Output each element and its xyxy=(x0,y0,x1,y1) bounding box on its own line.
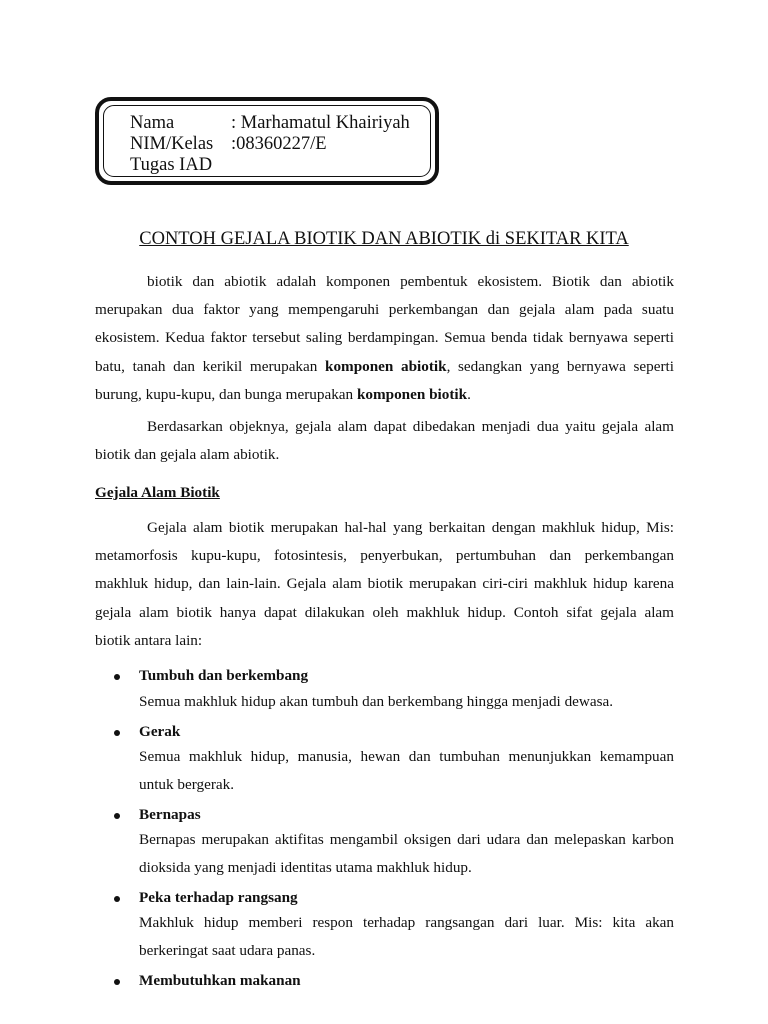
bullet-dot xyxy=(114,730,120,736)
intro-line-5-end: . xyxy=(467,385,471,403)
bullet-description xyxy=(139,826,674,882)
biotik-line-1: Gejala alam biotik merupakan hal-hal yang berkaitan dengan makhluk hidup, Mis: xyxy=(147,519,674,536)
bullet-description xyxy=(139,688,674,716)
intro-paragraph xyxy=(95,268,674,409)
bullet-description-line: Bernapas merupakan aktifitas mengambil oksigen dari udara dan melepaskan karbon xyxy=(139,831,674,848)
bullet-dot xyxy=(114,813,120,819)
bullet-title: Bernapas xyxy=(139,806,201,823)
biotik-line-5: biotik antara lain: xyxy=(95,631,203,649)
identity-name-row xyxy=(130,113,410,134)
bullet-description-line: Semua makhluk hidup, manusia, hewan dan tumbuhan menunjukkan kemampuan xyxy=(139,748,674,765)
identity-task-row xyxy=(130,155,212,176)
section-heading-biotik: Gejala Alam Biotik xyxy=(95,484,220,501)
bullet-description xyxy=(139,909,674,965)
bullet-title: Peka terhadap rangsang xyxy=(139,889,298,906)
object-paragraph xyxy=(95,413,674,469)
intro-line-5 xyxy=(95,381,674,409)
komponen-biotik-term: komponen biotik xyxy=(356,385,468,403)
biotik-line-4: gejala alam biotik hanya dapat dilakukan oleh makhluk hidup. Contoh sifat gejala alam xyxy=(95,603,674,621)
identity-nim-value: :08360227/E xyxy=(231,134,327,154)
biotik-paragraph xyxy=(95,514,674,655)
bullet-title: Gerak xyxy=(139,723,181,740)
komponen-abiotik-term: komponen abiotik xyxy=(325,357,447,375)
intro-line-3: ekosistem. Kedua faktor tersebut saling berdampingan. Semua benda tidak bernyawa seperti xyxy=(95,329,674,347)
bullet-description-line: berkeringat saat udara panas. xyxy=(139,942,316,959)
biotik-line-3: makhluk hidup, dan lain-lain. Gejala alam biotik merupakan ciri-ciri makhluk hidup karena xyxy=(95,575,674,593)
identity-name-value: : Marhamatul Khairiyah xyxy=(231,113,410,133)
bullet-description-line: Semua makhluk hidup akan tumbuh dan berkembang hingga menjadi dewasa. xyxy=(139,693,614,710)
intro-line-4 xyxy=(95,353,674,381)
identity-nim-label: NIM/Kelas xyxy=(130,134,214,154)
identity-task-label: Tugas IAD xyxy=(130,155,213,175)
identity-name-label: Nama xyxy=(130,113,175,133)
bullet-description-line: dioksida yang menjadi identitas utama makhluk hidup. xyxy=(139,859,472,876)
intro-line-4-start: batu, tanah dan kerikil merupakan xyxy=(95,357,325,375)
intro-line-1: biotik dan abiotik adalah komponen pembentuk ekosistem. Biotik dan abiotik xyxy=(147,273,674,290)
bullet-dot xyxy=(114,674,120,680)
intro-line-4-end: , sedangkan yang bernyawa seperti xyxy=(446,357,674,375)
bullet-title: Membutuhkan makanan xyxy=(139,972,301,989)
biotik-line-2: metamorfosis kupu-kupu, fotosintesis, penyerbukan, pertumbuhan dan perkembangan xyxy=(95,547,674,565)
bullet-title: Tumbuh dan berkembang xyxy=(139,667,309,684)
identity-nim-row xyxy=(130,134,327,155)
document-title: CONTOH GEJALA BIOTIK DAN ABIOTIK di SEKITAR KITA xyxy=(139,229,629,249)
intro-line-2: merupakan dua faktor yang mempengaruhi perkembangan dan gejala alam pada suatu xyxy=(95,301,674,319)
bullet-description xyxy=(139,743,674,799)
bullet-dot xyxy=(114,896,120,902)
object-line-2: biotik dan gejala alam abiotik. xyxy=(95,446,280,464)
bullet-dot xyxy=(114,979,120,985)
intro-line-5-start: burung, kupu-kupu, dan bunga merupakan xyxy=(95,385,357,403)
bullet-description-line: untuk bergerak. xyxy=(139,776,235,793)
bullet-description-line: Makhluk hidup memberi respon terhadap rangsangan dari luar. Mis: kita akan xyxy=(139,914,674,931)
object-line-1: Berdasarkan objeknya, gejala alam dapat dibedakan menjadi dua yaitu gejala alam xyxy=(147,418,674,435)
